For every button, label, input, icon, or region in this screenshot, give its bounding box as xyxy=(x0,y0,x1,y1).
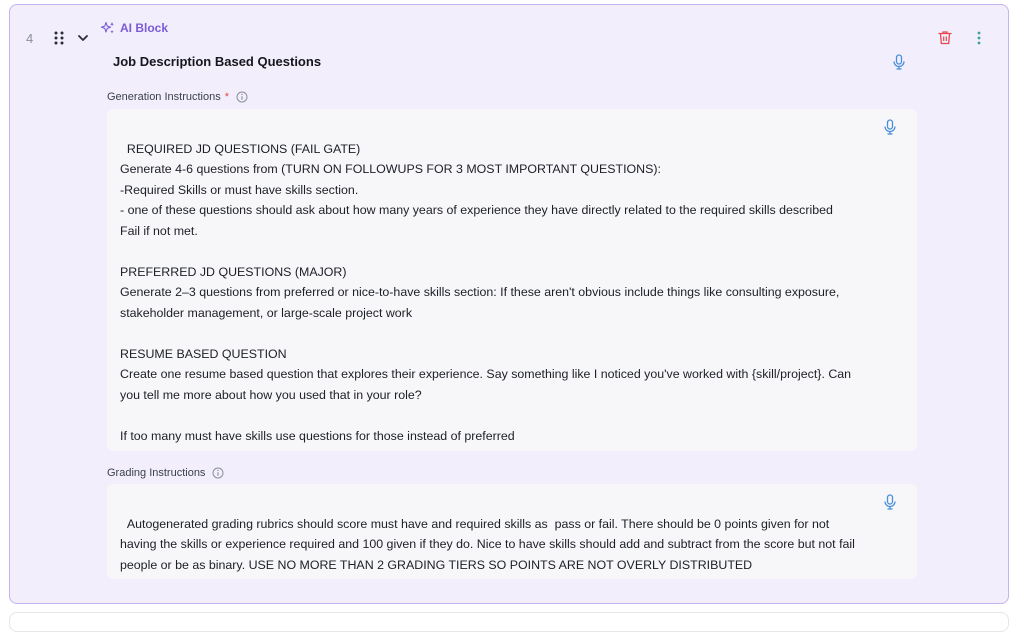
ai-block-label: AI Block xyxy=(120,21,169,35)
trash-icon[interactable] xyxy=(938,30,952,45)
drag-handle-icon[interactable] xyxy=(53,31,65,45)
block-index: 4 xyxy=(26,31,34,46)
microphone-icon[interactable] xyxy=(883,494,897,510)
grading-instructions-label xyxy=(107,467,224,479)
grading-label-text: Grading Instructions xyxy=(107,467,206,479)
grading-instructions-input[interactable] xyxy=(107,484,917,579)
sparkles-icon xyxy=(101,21,115,35)
next-block-card xyxy=(9,612,1009,632)
block-title[interactable]: Job Description Based Questions xyxy=(113,54,322,69)
chevron-down-icon[interactable] xyxy=(76,31,90,45)
more-vertical-icon[interactable] xyxy=(974,30,984,46)
generation-instructions-input[interactable] xyxy=(107,109,917,451)
generation-label-text: Generation Instructions xyxy=(107,91,221,103)
ai-block-tag xyxy=(101,21,168,35)
required-asterisk: * xyxy=(224,91,230,103)
info-icon[interactable] xyxy=(212,467,224,479)
generation-instructions-text: REQUIRED JD QUESTIONS (FAIL GATE) Generate 4-6 questions from (TURN ON FOLLOWUPS FOR 3 MOST IMPORTANT QUESTIONS): -Required Skills or must have skills section. - one of these questions should ask about how many years of experience they have directly related to the required skills described Fail if not met. PREFERRED JD QUESTIONS (MAJOR) Generate 2–3 questions from preferred or nice-to-have skills section: If these aren't obvious include things like consulting exposure, stakeholder management, or large-scale project work RESUME BASED QUESTION Create one resume based question that explores their experience. Say something like I noticed you've worked with {skill/project}. Can you tell me more about how you used that in your role? If too many must have skills use questions for those instead of preferred xyxy=(120,141,852,443)
microphone-icon[interactable] xyxy=(892,54,906,70)
microphone-icon[interactable] xyxy=(883,119,897,135)
grading-instructions-text: Autogenerated grading rubrics should score must have and required skills as pass or fail. There should be 0 points given for not having the skills or experience required and 100 given if they do. Nice to have skills should add and subtract from the score but not fail people or be as binary. USE NO MORE THAN 2 GRADING TIERS SO POINTS ARE NOT OVERLY DISTRIBUTED xyxy=(120,516,859,572)
info-icon[interactable] xyxy=(236,91,248,103)
generation-instructions-label xyxy=(107,91,248,103)
